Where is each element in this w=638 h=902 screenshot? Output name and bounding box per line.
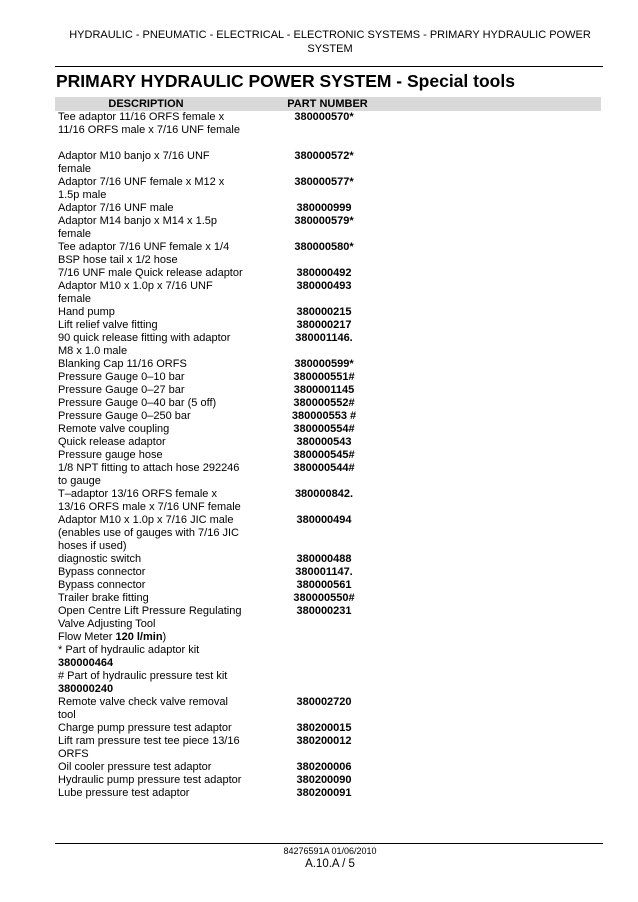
row-part-number: 380200006 [296, 761, 352, 773]
description-line: # Part of hydraulic pressure test kit [58, 670, 228, 682]
description-line: 1.5p male [58, 189, 107, 201]
table-row [58, 644, 598, 670]
description-line: Remote valve coupling [58, 423, 170, 435]
table-row [58, 436, 598, 449]
footer-divider [55, 843, 603, 844]
row-part-number: 380000488 [296, 553, 352, 565]
description-line: Quick release adaptor [58, 436, 166, 448]
table-row [58, 566, 598, 579]
row-part-number: 380000572* [294, 150, 354, 162]
description-line: Tee adaptor 11/16 ORFS female x [58, 111, 225, 123]
flow-meter-line [58, 631, 243, 644]
row-part-number: 380200091 [296, 787, 352, 799]
table-row [58, 202, 598, 215]
row-description [58, 553, 243, 566]
row-description [58, 267, 243, 280]
row-description [58, 280, 243, 306]
description-line: Adaptor M14 banjo x M14 x 1.5p [58, 215, 217, 227]
row-part-number: 380001147. [295, 566, 353, 578]
description-line: female [58, 228, 92, 240]
row-part-number: 380000543 [296, 436, 352, 448]
description-line: Blanking Cap 11/16 ORFS [58, 358, 187, 370]
description-line: female [58, 293, 92, 305]
table-row [58, 696, 598, 722]
running-header-line1: HYDRAULIC - PNEUMATIC - ELECTRICAL - ELECTRONIC SYSTEMS - PRIMARY HYDRAULIC POWER [69, 29, 591, 41]
table-row [58, 384, 598, 397]
description-line: Lift ram pressure test tee piece 13/16 [58, 735, 240, 747]
table-row [58, 670, 598, 696]
table-row [58, 722, 598, 735]
row-description [58, 735, 243, 761]
header-divider [55, 66, 603, 67]
row-description [58, 462, 243, 488]
table-row [58, 514, 598, 553]
description-line: Oil cooler pressure test adaptor [58, 761, 212, 773]
table-row [58, 332, 598, 358]
row-part-number: 380000550# [293, 592, 355, 604]
row-description [58, 774, 243, 787]
row-description [58, 397, 243, 410]
table-row [58, 423, 598, 436]
description-line: M8 x 1.0 male [58, 345, 128, 357]
row-description [58, 423, 243, 436]
row-part-number: 380000492 [296, 267, 352, 279]
description-line: tool [58, 709, 76, 721]
row-description [58, 670, 243, 696]
table-row [58, 306, 598, 319]
flow-meter-label: Flow Meter [58, 631, 116, 643]
row-part-number: 380000493 [296, 280, 352, 292]
kit-part-number: 380000464 [58, 657, 114, 669]
row-part-number: 380000544# [293, 462, 355, 474]
row-part-number [272, 631, 376, 644]
table-row [58, 462, 598, 488]
row-part-number: 380000217 [296, 319, 352, 331]
running-header [60, 28, 600, 56]
row-part-number: 380000494 [296, 514, 352, 526]
row-description [58, 332, 243, 358]
description-line: 11/16 ORFS male x 7/16 UNF female [58, 124, 240, 136]
row-part-number: 380000570* [294, 111, 354, 123]
row-description [58, 631, 243, 644]
description-line: 13/16 ORFS male x 7/16 UNF female [58, 501, 241, 513]
table-row [58, 488, 598, 514]
table-row [58, 111, 598, 137]
table-row [58, 631, 598, 644]
description-line: ORFS [58, 748, 89, 760]
table-row [58, 605, 598, 631]
row-description [58, 696, 243, 722]
table-row [58, 761, 598, 774]
row-description [58, 384, 243, 397]
description-line: Valve Adjusting Tool [58, 618, 156, 630]
description-line: (enables use of gauges with 7/16 JIC [58, 527, 240, 539]
description-line: 1/8 NPT fitting to attach hose 292246 [58, 462, 240, 474]
row-part-number: 380000577* [294, 176, 354, 188]
row-part-number: 380000599* [294, 358, 354, 370]
row-part-number: 380000842. [294, 488, 354, 500]
description-line: Adaptor M10 banjo x 7/16 UNF [58, 150, 210, 162]
row-description [58, 150, 243, 176]
table-row [58, 319, 598, 332]
kit-part-number: 380000240 [58, 683, 114, 695]
description-line: Charge pump pressure test adaptor [58, 722, 232, 734]
description-line: Pressure Gauge 0–250 bar [58, 410, 191, 422]
row-description [58, 241, 243, 267]
description-line: Bypass connector [58, 579, 146, 591]
description-line: Lube pressure test adaptor [58, 787, 190, 799]
row-description [58, 111, 243, 137]
description-line: Adaptor M10 x 1.0p x 7/16 UNF [58, 280, 213, 292]
description-line: * Part of hydraulic adaptor kit [58, 644, 200, 656]
description-line: female [58, 163, 92, 175]
row-description [58, 579, 243, 592]
row-description [58, 436, 243, 449]
description-line: Pressure Gauge 0–27 bar [58, 384, 185, 396]
row-part-number: 380000231 [296, 605, 352, 617]
description-line: Open Centre Lift Pressure Regulating [58, 605, 242, 617]
row-part-number: 380000561 [296, 579, 352, 591]
row-description [58, 319, 243, 332]
row-part-number: 3800001145 [293, 384, 355, 396]
description-line: Pressure gauge hose [58, 449, 163, 461]
flow-meter-rate: 120 l/min [115, 631, 163, 643]
row-description [58, 488, 243, 514]
row-description [58, 202, 243, 215]
row-part-number [272, 644, 376, 670]
row-description [58, 215, 243, 241]
row-description [58, 358, 243, 371]
page-number: A.10.A / 5 [305, 858, 355, 870]
table-row [58, 358, 598, 371]
table-row [58, 241, 598, 267]
row-part-number: 380000579* [294, 215, 354, 227]
description-line: diagnostic switch [58, 553, 142, 565]
row-description [58, 449, 243, 462]
description-line: Lift relief valve fitting [58, 319, 158, 331]
document-code: 84276591A 01/06/2010 [283, 846, 377, 856]
row-part-number: 380002720 [296, 696, 352, 708]
description-line: 7/16 UNF male Quick release adaptor [58, 267, 243, 279]
table-row [58, 579, 598, 592]
column-header-part-number: PART NUMBER [287, 98, 368, 110]
table-row [58, 150, 598, 176]
row-part-number: 380200015 [296, 722, 352, 734]
table-row [58, 267, 598, 280]
row-part-number: 380000580* [294, 241, 354, 253]
description-line: Hand pump [58, 306, 115, 318]
table-row [58, 371, 598, 384]
table-row [58, 735, 598, 761]
description-line: Pressure Gauge 0–40 bar (5 off) [58, 397, 217, 409]
table-row [58, 410, 598, 423]
table-row [58, 215, 598, 241]
row-description [58, 514, 243, 553]
running-header-line2: SYSTEM [307, 43, 353, 55]
description-line: Adaptor 7/16 UNF female x M12 x [58, 176, 225, 188]
row-part-number: 380000215 [296, 306, 352, 318]
row-description [58, 722, 243, 735]
description-line: Trailer brake fitting [58, 592, 149, 604]
column-header-description: DESCRIPTION [108, 98, 184, 110]
row-part-number: 380000551# [293, 371, 355, 383]
table-row [58, 592, 598, 605]
row-part-number: 380000999 [296, 202, 352, 214]
row-description [58, 787, 243, 800]
description-line: Pressure Gauge 0–10 bar [58, 371, 185, 383]
table-row [58, 280, 598, 306]
row-description [58, 605, 243, 631]
row-part-number [272, 670, 376, 696]
row-part-number: 380200012 [296, 735, 352, 747]
flow-meter-suffix: ) [162, 631, 167, 643]
page-title: PRIMARY HYDRAULIC POWER SYSTEM - Special tools [56, 71, 515, 91]
row-description [58, 371, 243, 384]
table-row [58, 553, 598, 566]
row-description [58, 566, 243, 579]
description-line: to gauge [58, 475, 101, 487]
row-description [58, 306, 243, 319]
row-description [58, 410, 243, 423]
special-tools-table [58, 111, 598, 800]
table-header [55, 97, 601, 111]
table-row [58, 787, 598, 800]
description-line: T–adaptor 13/16 ORFS female x [58, 488, 217, 500]
description-line: Hydraulic pump pressure test adaptor [58, 774, 242, 786]
row-part-number: 380000553 # [291, 410, 357, 422]
row-part-number: 380000545# [293, 449, 355, 461]
row-part-number: 380000554# [293, 423, 355, 435]
table-row [58, 397, 598, 410]
description-line: Remote valve check valve removal [58, 696, 228, 708]
table-row [58, 176, 598, 202]
row-description [58, 176, 243, 202]
description-line: Bypass connector [58, 566, 146, 578]
table-row [58, 774, 598, 787]
row-description [58, 644, 243, 670]
description-line: BSP hose tail x 1/2 hose [58, 254, 178, 266]
row-part-number: 380000552# [293, 397, 355, 409]
row-description [58, 761, 243, 774]
row-part-number: 380001146. [295, 332, 353, 344]
description-line: Adaptor 7/16 UNF male [58, 202, 174, 214]
description-line: 90 quick release fitting with adaptor [58, 332, 231, 344]
description-line: Tee adaptor 7/16 UNF female x 1/4 [58, 241, 230, 253]
row-description [58, 592, 243, 605]
table-row [58, 449, 598, 462]
description-line: hoses if used) [58, 540, 127, 552]
row-part-number: 380200090 [296, 774, 352, 786]
description-line: Adaptor M10 x 1.0p x 7/16 JIC male [58, 514, 234, 526]
